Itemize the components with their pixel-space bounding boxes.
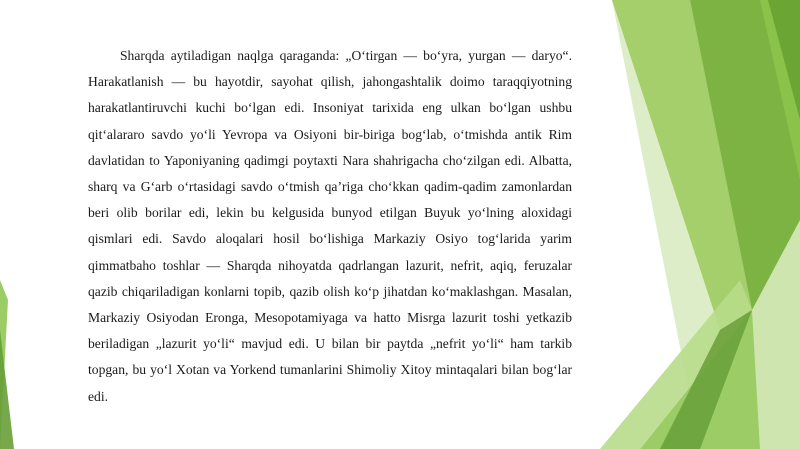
- slide-body-paragraph: Sharqda aytiladigan naqlga qaraganda: „O‘tirgan — bo‘yra, yurgan — daryo“. Harakatlanish — bu hayotdir, sayohat qilish, jahongashtalik doimo taraqqiyotning harakatlantiruvchi kuchi bo‘lgan edi. Insoniyat tarixida eng ulkan bo‘lgan ushbu qit‘alararo savdo yo‘li Yevropa va Osiyoni bir-biriga bog‘lab, o‘tmishda antik Rim davlatidan to Yaponiyaning qadimgi poytaxti Nara shahrigacha cho‘zilgan edi. Albatta, sharq va G‘arb o‘rtasidagi savdo o‘tmish qa’riga cho‘kkan qadim-qadim zamonlardan beri olib borilar edi, lekin bu kelgusida bunyod etilgan Buyuk yo‘lning aloxidagi qismlari edi. Savdo aloqalari hosil bo‘lishiga Markaziy Osiyo tog‘larida yarim qimmatbaho toshlar — Sharqda nihoyatda qadrlangan lazurit, nefrit, aqiq, feruzalar qazib chiqariladigan konlarni topib, qazib olish ko‘p jihatdan ko‘maklashgan. Masalan, Markaziy Osiyodan Eronga, Mesopotamiyaga va hatto Misrga lazurit toshi yetkazib beriladigan „lazurit yo‘li“ mavjud edi. U bilan bir paytda „nefrit yo‘li“ ham tarkib topgan, bu yo‘l Xotan va Yorkend tumanlarini Shimoliy Xitoy mintaqalari bilan bog‘lar edi.: [88, 48, 572, 404]
